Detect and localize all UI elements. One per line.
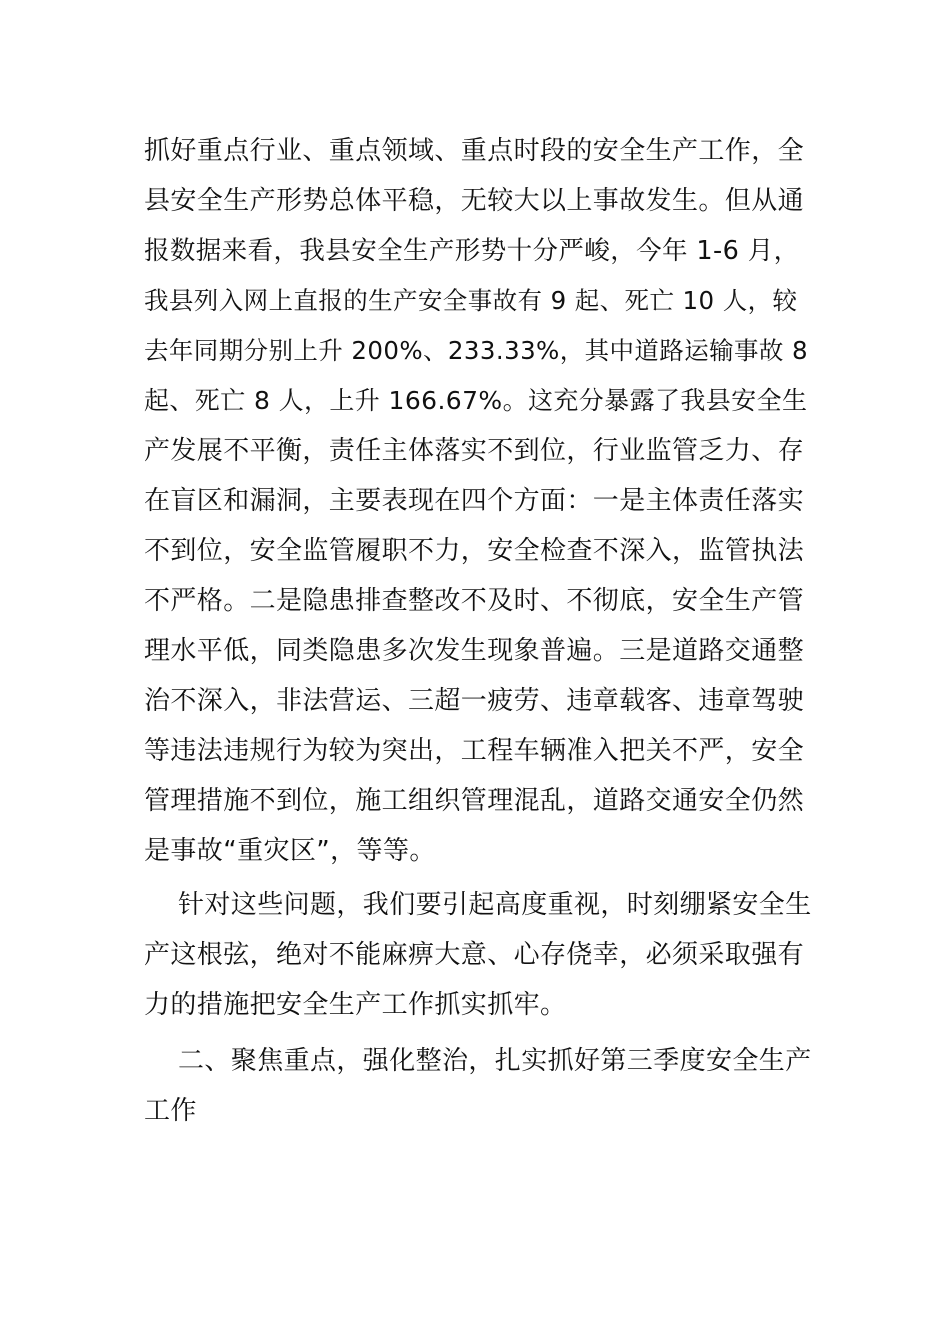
paragraph-line: 是事故“重灾区”，等等。 [144,836,436,866]
paragraph-line: 县安全生产形势总体平稳，无较大以上事故发生。但从通 [144,186,805,216]
paragraph-line: 我县列入网上直报的生产安全事故有 9 起、死亡 10 人，较 [144,286,798,315]
section-heading-line: 工作 [144,1096,197,1126]
paragraph-line: 管理措施不到位，施工组织管理混乱，道路交通安全仍然 [144,786,805,816]
paragraph-line: 抓好重点行业、重点领域、重点时段的安全生产工作，全 [144,136,805,166]
paragraph-line: 在盲区和漏洞，主要表现在四个方面：一是主体责任落实 [144,486,805,516]
section-heading-line: 二、聚焦重点，强化整治，扎实抓好第三季度安全生产 [178,1046,812,1076]
paragraph-line: 等违法违规行为较为突出，工程车辆准入把关不严，安全 [144,736,805,766]
paragraph-line: 产这根弦，绝对不能麻痹大意、心存侥幸，必须采取强有 [144,940,805,970]
paragraph-line: 产发展不平衡，责任主体落实不到位，行业监管乏力、存 [144,436,805,466]
paragraph-line: 力的措施把安全生产工作抓实抓牢。 [144,990,567,1020]
paragraph-line: 治不深入，非法营运、三超一疲劳、违章载客、违章驾驶 [144,686,805,716]
paragraph-line: 去年同期分别上升 200%、233.33%，其中道路运输事故 8 [144,336,809,365]
paragraph-line: 理水平低，同类隐患多次发生现象普遍。三是道路交通整 [144,636,805,666]
paragraph-line: 不到位，安全监管履职不力，安全检查不深入，监管执法 [144,536,805,566]
paragraph-line: 针对这些问题，我们要引起高度重视，时刻绷紧安全生 [178,890,812,920]
paragraph-line: 不严格。二是隐患排查整改不及时、不彻底，安全生产管 [144,586,805,616]
paragraph-line: 起、死亡 8 人，上升 166.67%。这充分暴露了我县安全生 [144,386,808,415]
paragraph-line: 报数据来看，我县安全生产形势十分严峻，今年 1-6 月， [144,236,800,266]
